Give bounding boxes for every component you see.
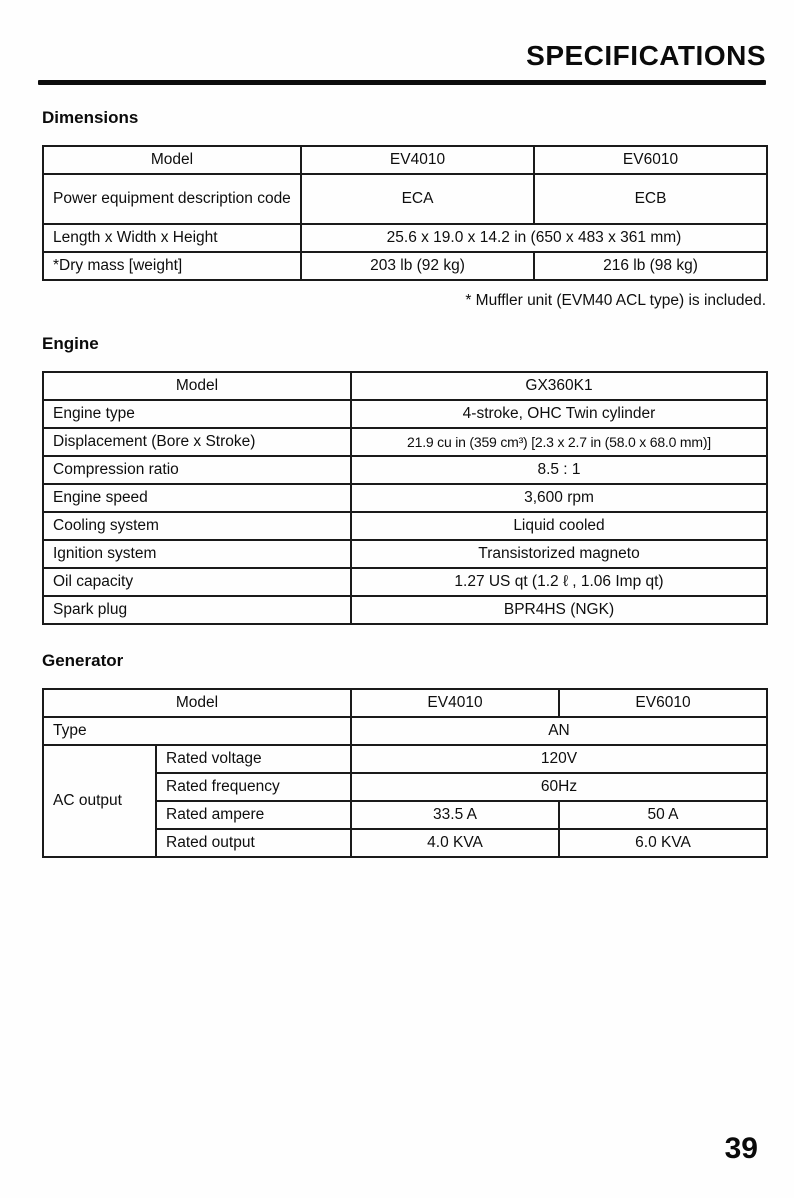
dry-mass-ev4010-cell: 203 lb (92 kg) bbox=[301, 252, 534, 280]
power-code-label-cell: Power equipment description code bbox=[43, 174, 301, 224]
model-header-cell: Model bbox=[43, 146, 301, 174]
generator-heading: Generator bbox=[42, 651, 124, 670]
spec-label-cell: Rated output bbox=[156, 829, 351, 857]
type-value-cell: AN bbox=[351, 717, 767, 745]
ac-output-label-cell: AC output bbox=[43, 745, 156, 857]
spec-label-cell: Rated frequency bbox=[156, 773, 351, 801]
spec-value-cell: 120V bbox=[351, 745, 767, 773]
dimensions-heading: Dimensions bbox=[42, 108, 139, 127]
spec-ev6010-cell: 50 A bbox=[559, 801, 767, 829]
power-code-ev6010-cell: ECB bbox=[534, 174, 767, 224]
spec-ev4010-cell: 4.0 KVA bbox=[351, 829, 559, 857]
spec-value-cell: 3,600 rpm bbox=[351, 484, 767, 512]
size-label-cell: Length x Width x Height bbox=[43, 224, 301, 252]
spec-label-cell: Compression ratio bbox=[43, 456, 351, 484]
spec-label-cell: Engine type bbox=[43, 400, 351, 428]
spec-label-cell: Ignition system bbox=[43, 540, 351, 568]
engine-header-row bbox=[43, 372, 767, 400]
spec-value-cell: 21.9 cu in (359 cm³) [2.3 x 2.7 in (58.0 x 68.0 mm)] bbox=[351, 428, 767, 456]
spec-ev4010-cell: 33.5 A bbox=[351, 801, 559, 829]
spec-label-cell: Oil capacity bbox=[43, 568, 351, 596]
spec-label-cell: Displacement (Bore x Stroke) bbox=[43, 428, 351, 456]
engine-type-row bbox=[43, 400, 767, 428]
engine-model-header-cell: Model bbox=[43, 372, 351, 400]
compression-ratio-row bbox=[43, 456, 767, 484]
dry-mass-row bbox=[43, 252, 767, 280]
power-code-ev4010-cell: ECA bbox=[301, 174, 534, 224]
generator-ev4010-header-cell: EV4010 bbox=[351, 689, 559, 717]
spec-value-cell: Liquid cooled bbox=[351, 512, 767, 540]
power-code-row bbox=[43, 174, 767, 224]
spec-ev6010-cell: 6.0 KVA bbox=[559, 829, 767, 857]
dimensions-header-row bbox=[43, 146, 767, 174]
generator-table bbox=[42, 688, 768, 858]
page-title: SPECIFICATIONS bbox=[526, 40, 766, 71]
type-label-cell: Type bbox=[43, 717, 351, 745]
ev4010-header-cell: EV4010 bbox=[301, 146, 534, 174]
cooling-system-row bbox=[43, 512, 767, 540]
ev6010-header-cell: EV6010 bbox=[534, 146, 767, 174]
spec-value-cell: 8.5 : 1 bbox=[351, 456, 767, 484]
spec-label-cell: Engine speed bbox=[43, 484, 351, 512]
size-row bbox=[43, 224, 767, 252]
generator-model-header-cell: Model bbox=[43, 689, 351, 717]
engine-table bbox=[42, 371, 768, 625]
spark-plug-row bbox=[43, 596, 767, 624]
dry-mass-label-cell: *Dry mass [weight] bbox=[43, 252, 301, 280]
rated-voltage-row bbox=[43, 745, 767, 773]
dimensions-table bbox=[42, 145, 768, 281]
size-value-cell: 25.6 x 19.0 x 14.2 in (650 x 483 x 361 mm) bbox=[301, 224, 767, 252]
header-rule bbox=[38, 80, 766, 85]
muffler-footnote: * Muffler unit (EVM40 ACL type) is included. bbox=[465, 292, 766, 309]
generator-ev6010-header-cell: EV6010 bbox=[559, 689, 767, 717]
engine-model-value-cell: GX360K1 bbox=[351, 372, 767, 400]
generator-type-row bbox=[43, 717, 767, 745]
engine-heading: Engine bbox=[42, 334, 99, 353]
spec-label-cell: Cooling system bbox=[43, 512, 351, 540]
spec-value-cell: 4-stroke, OHC Twin cylinder bbox=[351, 400, 767, 428]
page-number: 39 bbox=[724, 1132, 758, 1165]
engine-speed-row bbox=[43, 484, 767, 512]
spec-label-cell: Rated ampere bbox=[156, 801, 351, 829]
spec-value-cell: 1.27 US qt (1.2 ℓ , 1.06 Imp qt) bbox=[351, 568, 767, 596]
spec-value-cell: Transistorized magneto bbox=[351, 540, 767, 568]
spec-value-cell: 60Hz bbox=[351, 773, 767, 801]
spec-label-cell: Rated voltage bbox=[156, 745, 351, 773]
spec-label-cell: Spark plug bbox=[43, 596, 351, 624]
generator-header-row bbox=[43, 689, 767, 717]
ignition-system-row bbox=[43, 540, 767, 568]
oil-capacity-row bbox=[43, 568, 767, 596]
dry-mass-ev6010-cell: 216 lb (98 kg) bbox=[534, 252, 767, 280]
spec-value-cell: BPR4HS (NGK) bbox=[351, 596, 767, 624]
displacement-row bbox=[43, 428, 767, 456]
